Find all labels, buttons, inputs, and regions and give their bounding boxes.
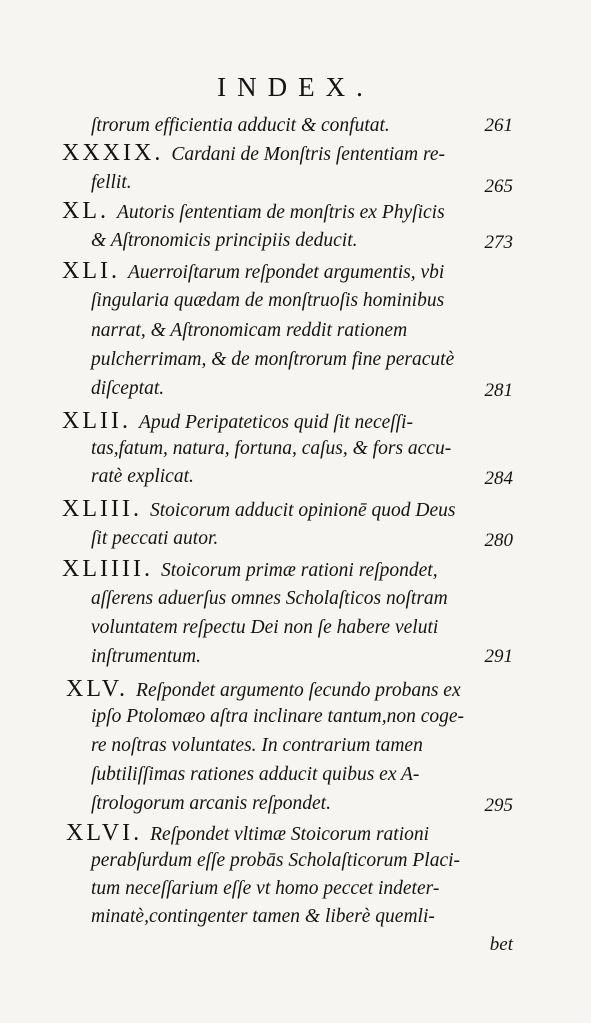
entry-line: re noſtras voluntates. In contrarium tamen [91,735,423,756]
entry-line: minatè,contingenter tamen & liberè quemli- [91,906,435,927]
page-number: 265 [484,176,513,197]
entry-line: ratè explicat. [91,466,194,487]
entry-line: narrat, & Aſtronomicam reddit rationem [91,320,408,341]
catchword: bet [489,934,513,955]
entry-line: ſit peccati autor. [91,528,219,549]
chapter-numeral: XLIIII. [62,556,153,582]
entry-line: XLI. Auerroiſtarum reſpondet argumentis, vbi [62,258,445,284]
entry-line: tas,fatum, natura, fortuna, caſus, & fors accu- [91,438,452,459]
page-number: 295 [484,795,513,816]
page-number: 261 [484,115,513,136]
page-number: 273 [484,232,513,253]
entry-line: XXXIX. Cardani de Monſtris ſententiam re- [62,140,446,166]
entry-line: tum neceſſarium eſſe vt homo peccet indeter- [91,878,440,899]
entry-line: ipſo Ptolomæo aſtra inclinare tantum,non coge- [91,706,464,727]
entry-line: ſtrorum efficientia adducit & confutat. [91,115,390,136]
entry-line: XLIIII. Stoicorum primæ rationi reſpondet, [62,556,438,582]
entry-line: XLV. Reſpondet argumento ſecundo probans ex [66,676,461,702]
page-number: 281 [484,380,513,401]
entry-line: ſingularia quædam de monſtruoſis hominibus [91,290,445,311]
entry-line: fellit. [91,172,132,193]
entry-line: perabſurdum eſſe probās Scholaſticorum Placi- [91,850,461,871]
entry-line: ſtrologorum arcanis reſpondet. [91,793,331,814]
chapter-numeral: XLVI. [66,820,143,846]
entry-line: voluntatem reſpectu Dei non ſe habere veluti [91,617,439,638]
chapter-numeral: XXXIX. [62,140,164,166]
entry-line: ſubtiliſſimas rationes adducit quibus ex A- [91,764,420,785]
entry-line: diſceptat. [91,378,165,399]
entry-line: XLVI. Reſpondet vltimæ Stoicorum rationi [66,820,430,846]
entry-line: XL. Autoris ſententiam de monſtris ex Phyſicis [62,198,445,224]
chapter-numeral: XLII. [62,408,131,434]
entry-line: XLII. Apud Peripateticos quid ſit neceſſi- [62,408,414,434]
entry-line: inſtrumentum. [91,646,201,667]
entry-line: XLIII. Stoicorum adducit opinionē quod Deus [62,496,456,522]
entry-line: & Aſtronomicis principiis deducit. [91,230,358,251]
chapter-numeral: XLV. [66,676,129,702]
entry-line: aſſerens aduerſus omnes Scholaſticos noſtram [91,588,448,609]
chapter-numeral: XLIII. [62,496,142,522]
entry-line: pulcherrimam, & de monſtrorum fine peracutè [91,349,455,370]
chapter-numeral: XLI. [62,258,120,284]
page-number: 280 [484,530,513,551]
page-number: 291 [484,646,513,667]
page-title: INDEX. [217,72,374,102]
page-number: 284 [484,468,513,489]
chapter-numeral: XL. [62,198,109,224]
